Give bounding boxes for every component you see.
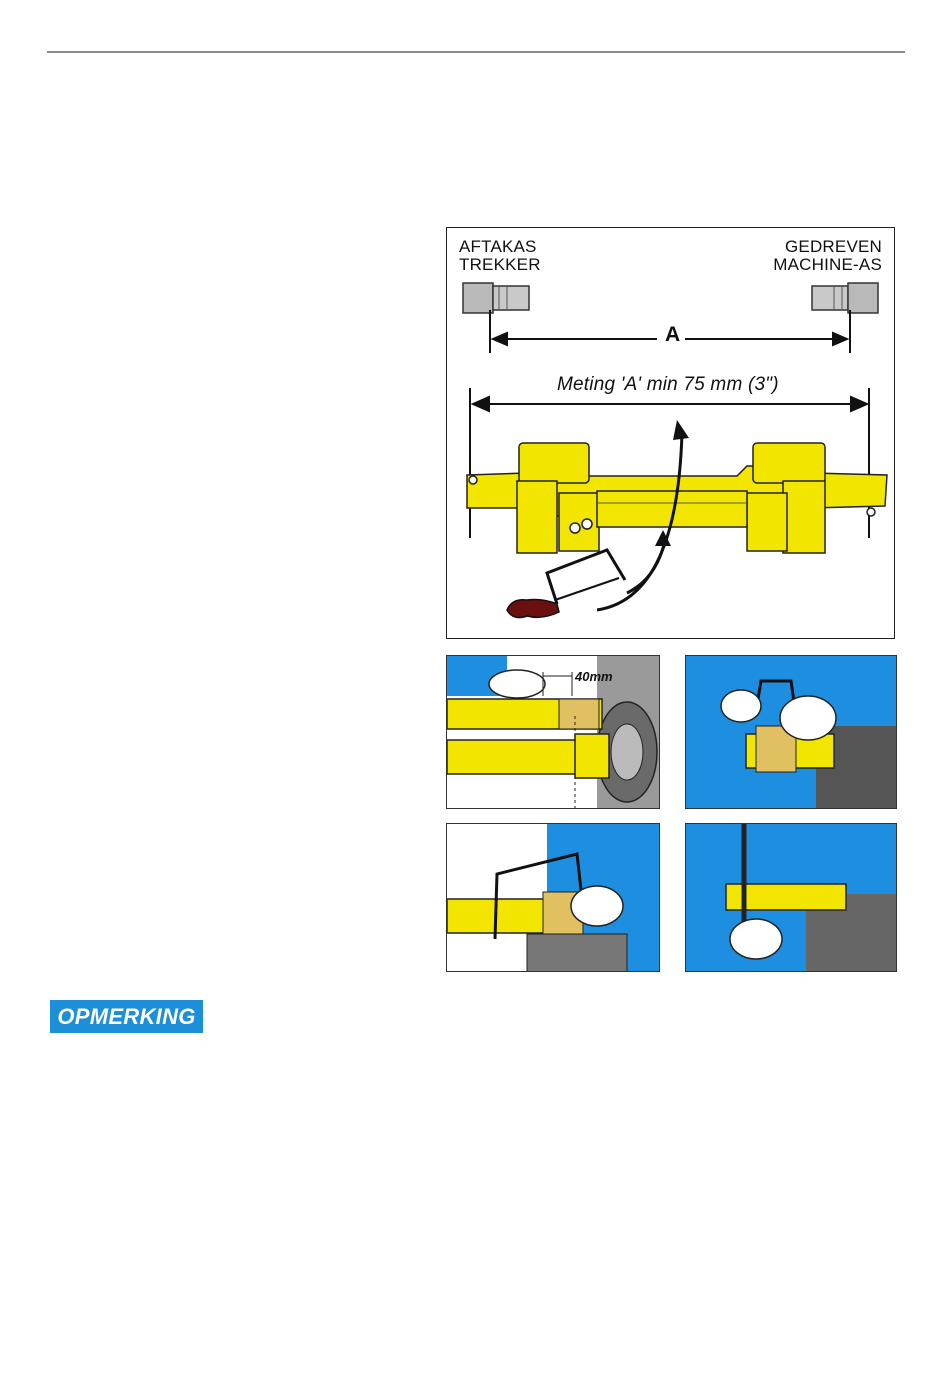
saw-vice-drawing xyxy=(447,824,660,972)
pto-shaft-drawing xyxy=(447,228,895,639)
measure-drawing xyxy=(447,656,660,809)
label-line: GEDREVEN xyxy=(784,237,882,256)
tractor-pto-stub xyxy=(463,283,529,313)
label-line: TREKKER xyxy=(459,255,541,274)
step-photo-deburr xyxy=(685,823,897,972)
step-photo-measure xyxy=(446,655,660,809)
arrowhead-icon xyxy=(673,420,689,440)
step-photo-saw-tube xyxy=(685,655,897,809)
dimension-40mm-label: 40mm xyxy=(575,669,613,684)
machine-shaft-stub xyxy=(812,283,878,313)
header-rule xyxy=(47,51,905,53)
note-badge: OPMERKING xyxy=(50,1000,203,1033)
deburr-drawing xyxy=(686,824,897,972)
tractor-pto-label xyxy=(459,238,541,274)
measurement-label: Meting 'A' min 75 mm (3") xyxy=(557,374,779,395)
step-photo-saw-vice xyxy=(446,823,660,972)
label-line: MACHINE-AS xyxy=(773,255,882,274)
saw-tube-drawing xyxy=(686,656,897,809)
pto-measurement-figure xyxy=(446,227,895,639)
machine-shaft-label xyxy=(773,238,882,274)
label-line: AFTAKAS xyxy=(459,237,537,256)
dimension-a-label: A xyxy=(665,323,681,346)
